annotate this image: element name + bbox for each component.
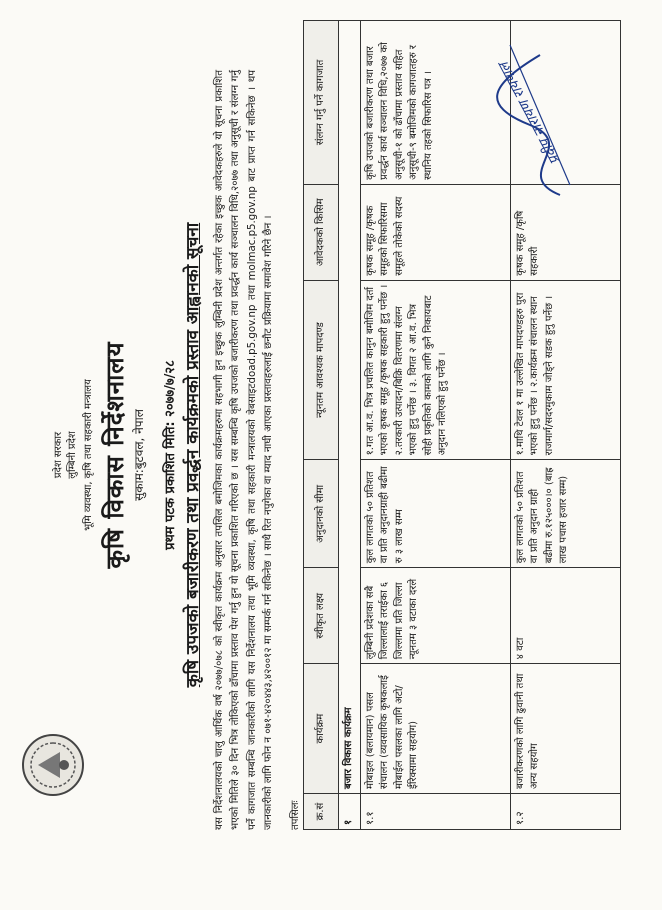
signature-stamp: प्रदीप नारायण रायपाल [496,59,564,167]
section-number: १ [339,794,361,830]
col-header-grant: अनुदानको सीमा [304,460,339,568]
cell-program: मोबाइल (बलायमान) पसल संचालन (व्यवसायिक कृषकलाई मोबाईल पसलका लागि अटो/ईरिक्सामा सहयोग) [360,664,510,794]
notice-title: कृषि उपजको बजारीकरण तथा प्रवर्द्धन कार्यक्रमको प्रस्ताव आह्वानको सूचना [183,222,203,688]
col-header-serial: क्र.सं [304,794,339,830]
cell-grant: कुल लागतको ५० प्रतिशत वा प्रति अनुदान ग्राही बढीमा रु.१२५०००।० (बाह्र लाख पचास हजार सम्म) [510,460,620,568]
org-line-1: प्रदेश सरकार [53,431,64,479]
col-header-criteria: न्यूनतम आवश्यक मापदण्ड [304,280,339,460]
cell-applicant: कृषक समूह /कृषक समूहको सिफारिसमा समूहले तोकेको सदस्य [360,184,510,280]
cell-documents: कृषि उपजको बजारीकरण तथा बजार प्रवर्द्धन कार्य सञ्चालन विधि,२०७७ को अनुसूची-१ को ढाँचामा प्रस्ताव सहित अनुसूची-९ बमोजिमको कागजातहरु र स्थानिय तहको सिफारिस पत्र । [360,21,510,185]
notice-paragraph: यस निर्देशनालयको चालु आर्थिक वर्ष २०७७/०७८ को स्वीकृत कार्यक्रम अनुसार तपसिल बमोजिमका कार्यक्रमहरुमा सहभागी हुन इच्छुक लुम्बिनी प्रदेश अन्तर्गत रहेका इच्छुक आवेदकहरुले यो सूचना प्रकाशित भएको मितिले ३० दिन भित्र तोकिएको ढाँचामा प्रस्ताव पेश गर्नु हुन यो सूचना प्रकाशित गरिएको छ । यस सम्बन्धि कृषि उपजको बजारीकरण तथा प्रवर्द्धन कार्य सञ्चालन विधि,२०७७ तथा अनुसूची र संलग्न गर्नु पर्ने कागजात सम्बन्धि जानकारीको लागि यस निर्देशनालय तथा भूमि व्यवस्था, कृषि तथा सहकारी मन्त्रालयको वेबसाइटdoad.p5.gov.np तथा molmac.p5.gov.np बाट प्राप्त गर्न सकिनेछ । थप जानकारीको लागि फोन न ०७१-४२०४४३,४२००१२ मा सम्पर्क गर्न सकिनेछ । साथै रित नपुगेका वा म्याद नाघी आएका प्रस्तावहरुलाई छनौट प्रक्रियामा समावेश गरिने छैन । [214,70,274,830]
publication-date: प्रथम पटक प्रकाशित मिति: २०७७/७/२८ [163,360,178,550]
table-header-row [304,21,339,830]
org-line-2: लुम्बिनी प्रदेश [67,431,78,479]
cell-grant: कुल लागतको ५० प्रतिशत वा प्रति अनुदानग्राही बढीमा रु ३ लाख सम्म [360,460,510,568]
cell-criteria: १.माथि टेवल १ मा उल्लेखित मापदण्डहरु पुरा भएको हुनु पर्नेछ । २.कार्यक्रम संचालन स्थान राजमार्ग/सदरमुकाम जोड्ने सडक हुनु पर्नेछ । [510,280,620,460]
cell-target: ४ वटा [510,568,620,664]
cell-target: लुम्बिनी प्रदेशका सबै जिल्लालाई तराईका ६ जिल्लामा प्रति जिल्ला न्यूनतम ३ वटाका दरले [360,568,510,664]
col-header-applicant: आवेदकको किसिम [304,184,339,280]
col-header-program: कार्यक्रम [304,664,339,794]
cell-serial: १.२ [510,794,620,830]
cell-criteria: १.गत आ.व. भित्र प्रचलित कानुन बमोजिम दर्ता भएको कृषक समूह /कृषक सहकारी हुनु पर्नेछ । २.तरकारी उत्पादन/बिक्रि वितरणमा संलग्न भएको हुनु पर्नेछ । ३. विगत २ आ.व. भित्र सोही प्रकृतिको कामको लागि कुनै निकायबाट अनुदान नलिएको हुनु पर्नेछ । [360,280,510,460]
cell-applicant: कृषक समूह /कृषि सहकारी [510,184,620,280]
cell-serial: १.१ [360,794,510,830]
col-header-target: स्वीकृत लक्ष्य [304,568,339,664]
section-label: बजार विकास कार्यक्रम [339,21,361,794]
table-label: तपसिलः [290,800,301,830]
section-row [339,21,361,830]
office-location: सुकाम:बुटवल, नेपाल [132,409,146,501]
col-header-documents: संलग्न गर्नु पर्ने कागजात [304,21,339,185]
cell-program: बजारीकरणको लागि ढुवानी तथा अन्य सहयोग [510,664,620,794]
office-name: कृषि विकास निर्देशनालय [101,341,129,569]
ministry-name: भूमि व्यवस्था, कृषि तथा सहकारी मन्त्रालय [83,379,94,531]
